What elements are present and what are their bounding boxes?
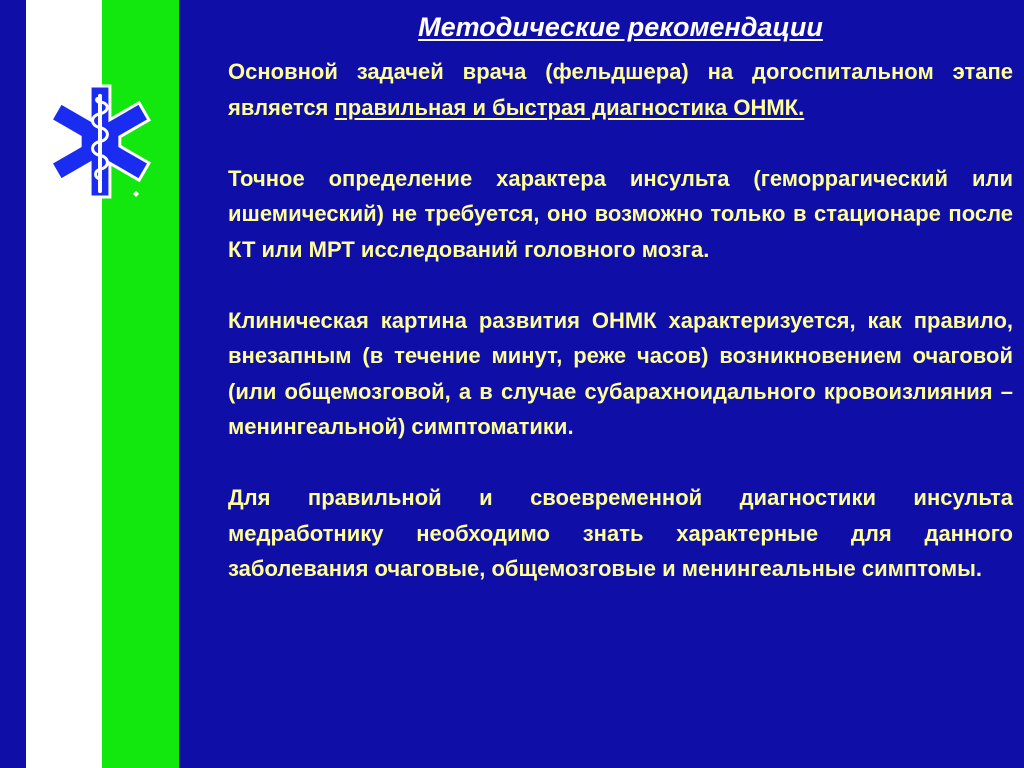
left-blue-stripe — [0, 0, 26, 768]
paragraph-lead: Основной задачей врача (фельдшера) на догоспитальном этапе является — [228, 59, 1013, 120]
slide-body — [228, 54, 1013, 587]
paragraph-main-task — [228, 54, 1013, 125]
paragraph-stroke-type: Точное определение характера инсульта (геморрагический или ишемический) не требуется, оно возможно только в стационаре после КТ или МРТ исследований головного мозга. — [228, 165, 1013, 262]
slide-title: Методические рекомендации — [418, 12, 823, 42]
star-of-life-icon — [40, 84, 160, 199]
paragraph-diagnostics: Для правильной и своевременной диагностики инсульта медработнику необходимо знать характерные для данного заболевания очаговые, общемозговые и менингеальные симптомы. — [228, 485, 1013, 581]
sparkle-icon: ◆ — [133, 189, 140, 198]
paragraph-clinical-picture: Клиническая картина развития ОНМК характеризуется, как правило, внезапным (в течение минут, реже часов) возникновением очаговой (или общемозговой, а в случае субарахноидального кровоизлияния – менингеальной) симптоматики. — [228, 307, 1013, 439]
paragraph-emphasis: правильная и быстрая диагностика ОНМК. — [334, 94, 805, 120]
